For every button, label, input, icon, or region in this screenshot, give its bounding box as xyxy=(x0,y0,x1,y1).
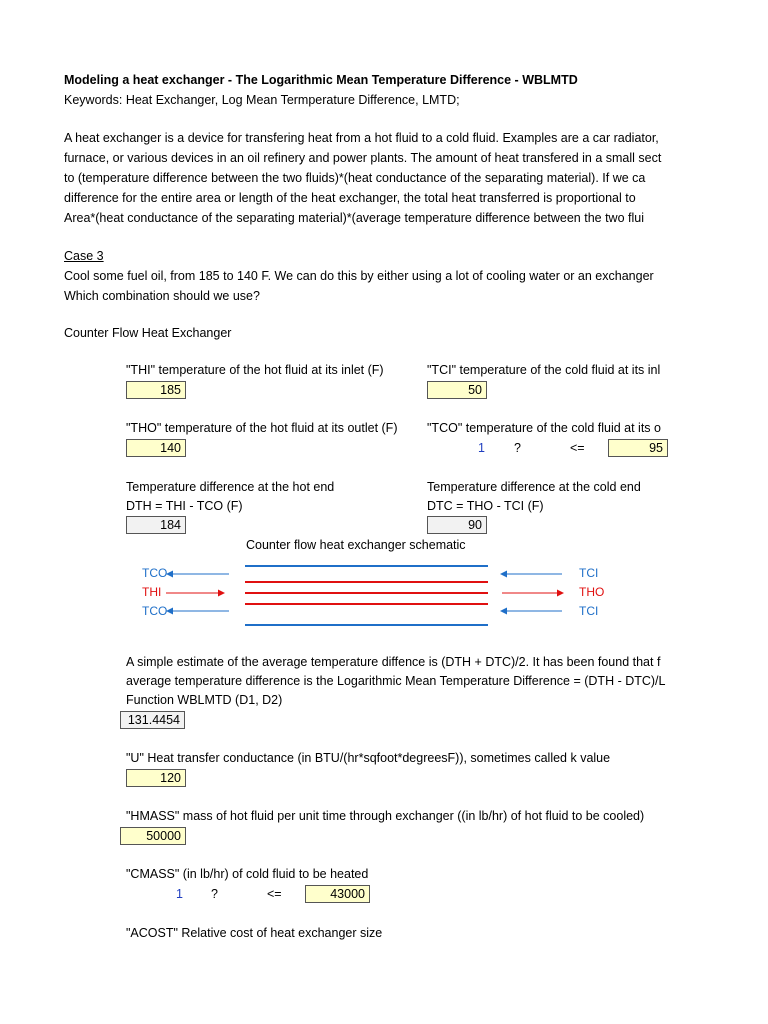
lmtd-text-2: average temperature difference is the Logarithmic Mean Temperature Difference = (DTH - DTC)/L xyxy=(126,674,666,688)
schematic-right-label-tci-top: TCI xyxy=(579,566,599,580)
tci-input[interactable]: 50 xyxy=(427,381,487,399)
tci-label: "TCI" temperature of the cold fluid at its inl xyxy=(427,363,661,377)
dth-label-1: Temperature difference at the hot end xyxy=(126,480,335,494)
schematic-title: Counter flow heat exchanger schematic xyxy=(246,538,466,552)
acost-label: "ACOST" Relative cost of heat exchanger size xyxy=(126,926,383,940)
schematic-left-label-thi: THI xyxy=(142,585,162,599)
document-title: Modeling a heat exchanger - The Logarithmic Mean Temperature Difference - WBLMTD xyxy=(64,73,578,87)
cmass-constraint-operator: <= xyxy=(267,887,282,901)
schematic-right-label-tho: THO xyxy=(579,585,605,599)
dtc-label-1: Temperature difference at the cold end xyxy=(427,480,641,494)
case-text-1: Cool some fuel oil, from 185 to 140 F. We can do this by either using a lot of cooling water or an exchanger xyxy=(64,269,654,283)
dth-label-2: DTH = THI - TCO (F) xyxy=(126,499,243,513)
thi-label: "THI" temperature of the hot fluid at its inlet (F) xyxy=(126,363,384,377)
tco-constraint-operator: <= xyxy=(570,441,585,455)
cmass-constraint-question: ? xyxy=(211,887,218,901)
lmtd-text-1: A simple estimate of the average temperature diffence is (DTH + DTC)/2. It has been found that f xyxy=(126,655,661,669)
dtc-output: 90 xyxy=(427,516,487,534)
cmass-label: "CMASS" (in lb/hr) of cold fluid to be heated xyxy=(126,867,369,881)
tho-label: "THO" temperature of the hot fluid at its outlet (F) xyxy=(126,421,398,435)
dtc-label-2: DTC = THO - TCI (F) xyxy=(427,499,544,513)
schematic-right-label-tci-bottom: TCI xyxy=(579,604,599,618)
lmtd-output: 131.4454 xyxy=(120,711,185,729)
lmtd-function-label: Function WBLMTD (D1, D2) xyxy=(126,693,283,707)
tco-input[interactable]: 95 xyxy=(608,439,668,457)
hmass-input[interactable]: 50000 xyxy=(120,827,186,845)
schematic-left-label-tco-top: TCO xyxy=(142,566,168,580)
case-text-2: Which combination should we use? xyxy=(64,289,260,303)
tco-constraint-number: 1 xyxy=(478,441,485,455)
keywords-line: Keywords: Heat Exchanger, Log Mean Termperature Difference, LMTD; xyxy=(64,93,460,107)
intro-line-2: furnace, or various devices in an oil refinery and power plants. The amount of heat transfered in a small sect xyxy=(64,151,662,165)
dth-output: 184 xyxy=(126,516,186,534)
intro-line-5: Area*(heat conductance of the separating material)*(average temperature difference between the two flui xyxy=(64,211,644,225)
tco-label: "TCO" temperature of the cold fluid at its o xyxy=(427,421,661,435)
cmass-input[interactable]: 43000 xyxy=(305,885,370,903)
intro-line-3: to (temperature difference between the two fluids)*(heat conductance of the separating material). If we ca xyxy=(64,171,646,185)
thi-input[interactable]: 185 xyxy=(126,381,186,399)
case-heading: Case 3 xyxy=(64,249,104,263)
section-heading: Counter Flow Heat Exchanger xyxy=(64,326,232,340)
tco-constraint-question: ? xyxy=(514,441,521,455)
u-label: "U" Heat transfer conductance (in BTU/(hr*sqfoot*degreesF)), sometimes called k value xyxy=(126,751,611,765)
hmass-label: "HMASS" mass of hot fluid per unit time through exchanger ((in lb/hr) of hot fluid to be cooled) xyxy=(126,809,645,823)
cmass-constraint-number: 1 xyxy=(176,887,183,901)
intro-line-4: difference for the entire area or length of the heat exchanger, the total heat transferred is proportional to xyxy=(64,191,636,205)
u-input[interactable]: 120 xyxy=(126,769,186,787)
schematic-left-label-tco-bottom: TCO xyxy=(142,604,168,618)
tho-input[interactable]: 140 xyxy=(126,439,186,457)
intro-line-1: A heat exchanger is a device for transfering heat from a hot fluid to a cold fluid. Examples are a car radiator, xyxy=(64,131,659,145)
